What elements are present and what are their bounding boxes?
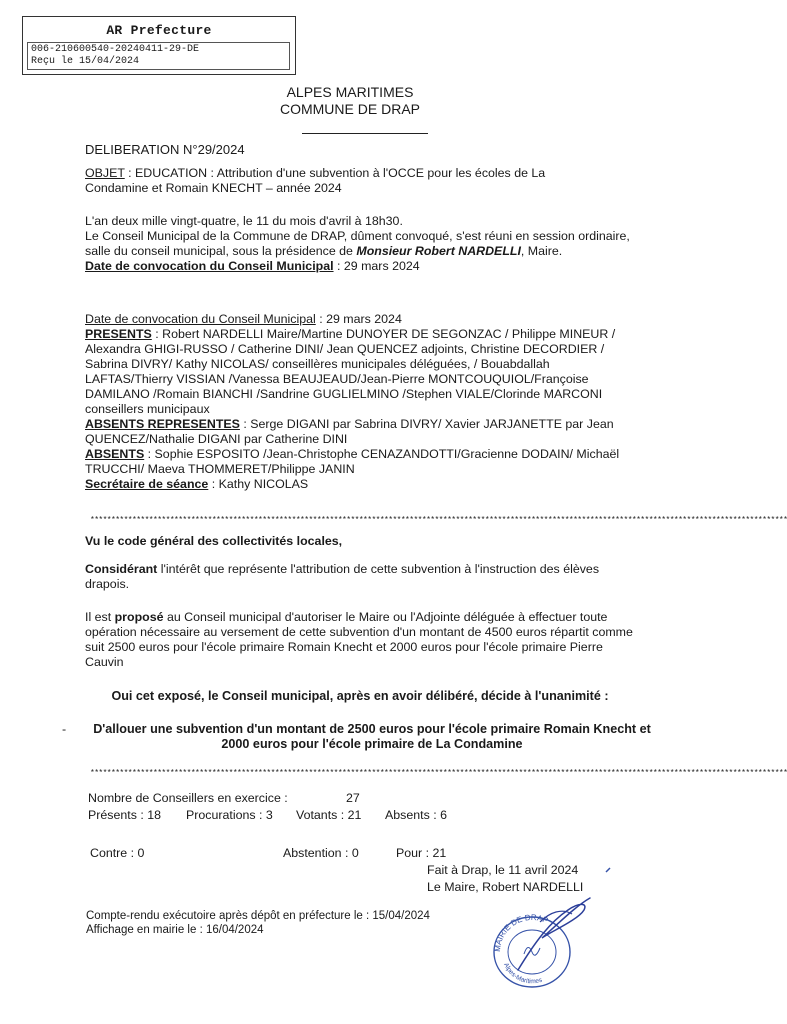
decision-bullet: - (62, 722, 67, 736)
footer-executory: Compte-rendu exécutoire après dépôt en préfecture le : 15/04/2024 (86, 910, 430, 922)
session-text-end: , Maire. (520, 244, 563, 258)
pour-count: Pour : 21 (396, 846, 447, 860)
procurations-count: Procurations : 3 (186, 808, 273, 822)
absents-represented-label: ABSENTS REPRESENTES (85, 417, 240, 431)
stamp-received-date: Reçu le 15/04/2024 (31, 56, 140, 67)
secretary-label: Secrétaire de séance (85, 477, 209, 491)
objet-paragraph (85, 166, 605, 196)
stamp-id: 006-210600540-20240411-29-DE (31, 44, 200, 55)
separator-bottom: ********************************************************************************************************************************************************************** (90, 769, 787, 778)
considerant-text: l'intérêt que représente l'attribution de cette subvention à l'instruction des élèves drapois. (85, 562, 600, 591)
convocation-bold-label: Date de convocation du Conseil Municipal (85, 259, 334, 273)
contre-count: Contre : 0 (90, 846, 145, 860)
absents-represented-text: : Serge DIGANI par Sabrina DIVRY/ Xavier JARJANETTE par Jean QUENCEZ/Nathalie DIGANI par Catherine DINI (85, 417, 614, 446)
presents-text: : Robert NARDELLI Maire/Martine DUNOYER DE SEGONZAC / Philippe MINEUR / Alexandra GHIGI-RUSSO / Catherine DINI/ Jean QUENCEZ adjoints, Christine DECORDIER / Sabrina DIVRY/ Kathy NICOLAS/ conseillères municipales déléguées, / Bouabdallah LAFTAS/Thierry VISSIAN /Vanessa BEAUJEAUD/Jean-Pierre MONTCOUQUIOL/Françoise DAMILANO /Romain BIANCHI /Sandrine GUGLIELMINO /Stephen VIALE/Clorinde MARCONI conseillers municipaux (85, 327, 616, 416)
ink-dot (604, 866, 612, 874)
considerant-paragraph (85, 562, 640, 592)
proposal-paragraph (85, 610, 640, 670)
decision-text: D'allouer une subvention d'un montant de 2500 euros pour l'école primaire Romain Knecht et 2000 euros pour l'école primaire de La Condamine (93, 722, 651, 751)
handwritten-signature (518, 898, 590, 970)
convocation-value: : 29 mars 2024 (315, 312, 402, 326)
convocation-line (85, 312, 640, 327)
convocation-bold-line (85, 259, 640, 274)
considerant-label: Considérant (85, 562, 158, 576)
footer-display-date: Affichage en mairie le : 16/04/2024 (86, 924, 264, 936)
president-name: Monsieur Robert NARDELLI (356, 244, 521, 258)
convocation-label: Date de convocation du Conseil Municipal (85, 312, 316, 326)
absents-text: : Sophie ESPOSITO /Jean-Christophe CENAZANDOTTI/Gracienne DODAIN/ Michaël TRUCCHI/ Maeva THOMMERET/Philippe JANIN (85, 447, 620, 476)
absents-label: ABSENTS (85, 447, 145, 461)
secretary-text: : Kathy NICOLAS (208, 477, 309, 491)
proposal-bold: proposé (114, 610, 164, 624)
separator-top: ********************************************************************************************************************************************************************** (90, 516, 787, 525)
secretary-line (85, 477, 640, 492)
seal-top-text: MAIRIE DE DRAP (492, 912, 550, 953)
session-date: L'an deux mille vingt-quatre, le 11 du mois d'avril à 18h30. (85, 214, 403, 228)
presents-label: PRESENTS (85, 327, 152, 341)
absents-represented-list (85, 417, 640, 447)
decision-intro: Oui cet exposé, le Conseil municipal, après en avoir délibéré, décide à l'unanimité : (111, 689, 609, 703)
session-description (85, 229, 640, 259)
convocation-bold-value: : 29 mars 2024 (333, 259, 420, 273)
stamp-reference-box (27, 42, 290, 70)
prefecture-stamp (22, 16, 296, 75)
stamp-title: AR Prefecture (106, 23, 212, 38)
mayor-seal-signature (480, 892, 592, 990)
objet-text: : EDUCATION : Attribution d'une subvention à l'OCCE pour les écoles de La Condamine et Romain KNECHT – année 2024 (85, 166, 546, 195)
presents-list (85, 327, 640, 417)
presents-count: Présents : 18 (88, 808, 162, 822)
absents-count: Absents : 6 (385, 808, 447, 822)
deliberation-number: DELIBERATION N°29/2024 (85, 142, 245, 157)
councillors-in-office-count: 27 (346, 791, 360, 805)
signature-place-date: Fait à Drap, le 11 avril 2024 (427, 863, 579, 877)
votants-count: Votants : 21 (296, 808, 362, 822)
proposal-start: Il est (85, 610, 115, 624)
session-text: Le Conseil Municipal de la Commune de DRAP, dûment convoqué, s'est réuni en session ordinaire, salle du conseil municipal, sous la présidence de (85, 229, 630, 258)
signature-mayor: Le Maire, Robert NARDELLI (427, 880, 584, 894)
abstention-count: Abstention : 0 (283, 846, 359, 860)
header-divider (302, 133, 428, 134)
intro-paragraph (85, 214, 640, 274)
absents-list (85, 447, 640, 477)
attendance-paragraph (85, 312, 640, 492)
seal-bottom-text: Alpes-Maritimes (502, 961, 544, 986)
commune-heading: COMMUNE DE DRAP (279, 101, 420, 117)
objet-label: OBJET (85, 166, 125, 180)
proposal-text: au Conseil municipal d'autoriser le Maire ou l'Adjointe déléguée à effectuer toute opération nécessaire au versement de cette subvention d'un montant de 4500 euros répartit comme suit 2500 euros pour l'école primaire Romain Knecht et 2000 euros pour l'école primaire Pierre Cauvin (85, 610, 633, 669)
legal-basis: Vu le code général des collectivités locales, (85, 534, 343, 548)
councillors-in-office-label: Nombre de Conseillers en exercice : (88, 791, 288, 805)
department-heading: ALPES MARITIMES (286, 84, 414, 100)
